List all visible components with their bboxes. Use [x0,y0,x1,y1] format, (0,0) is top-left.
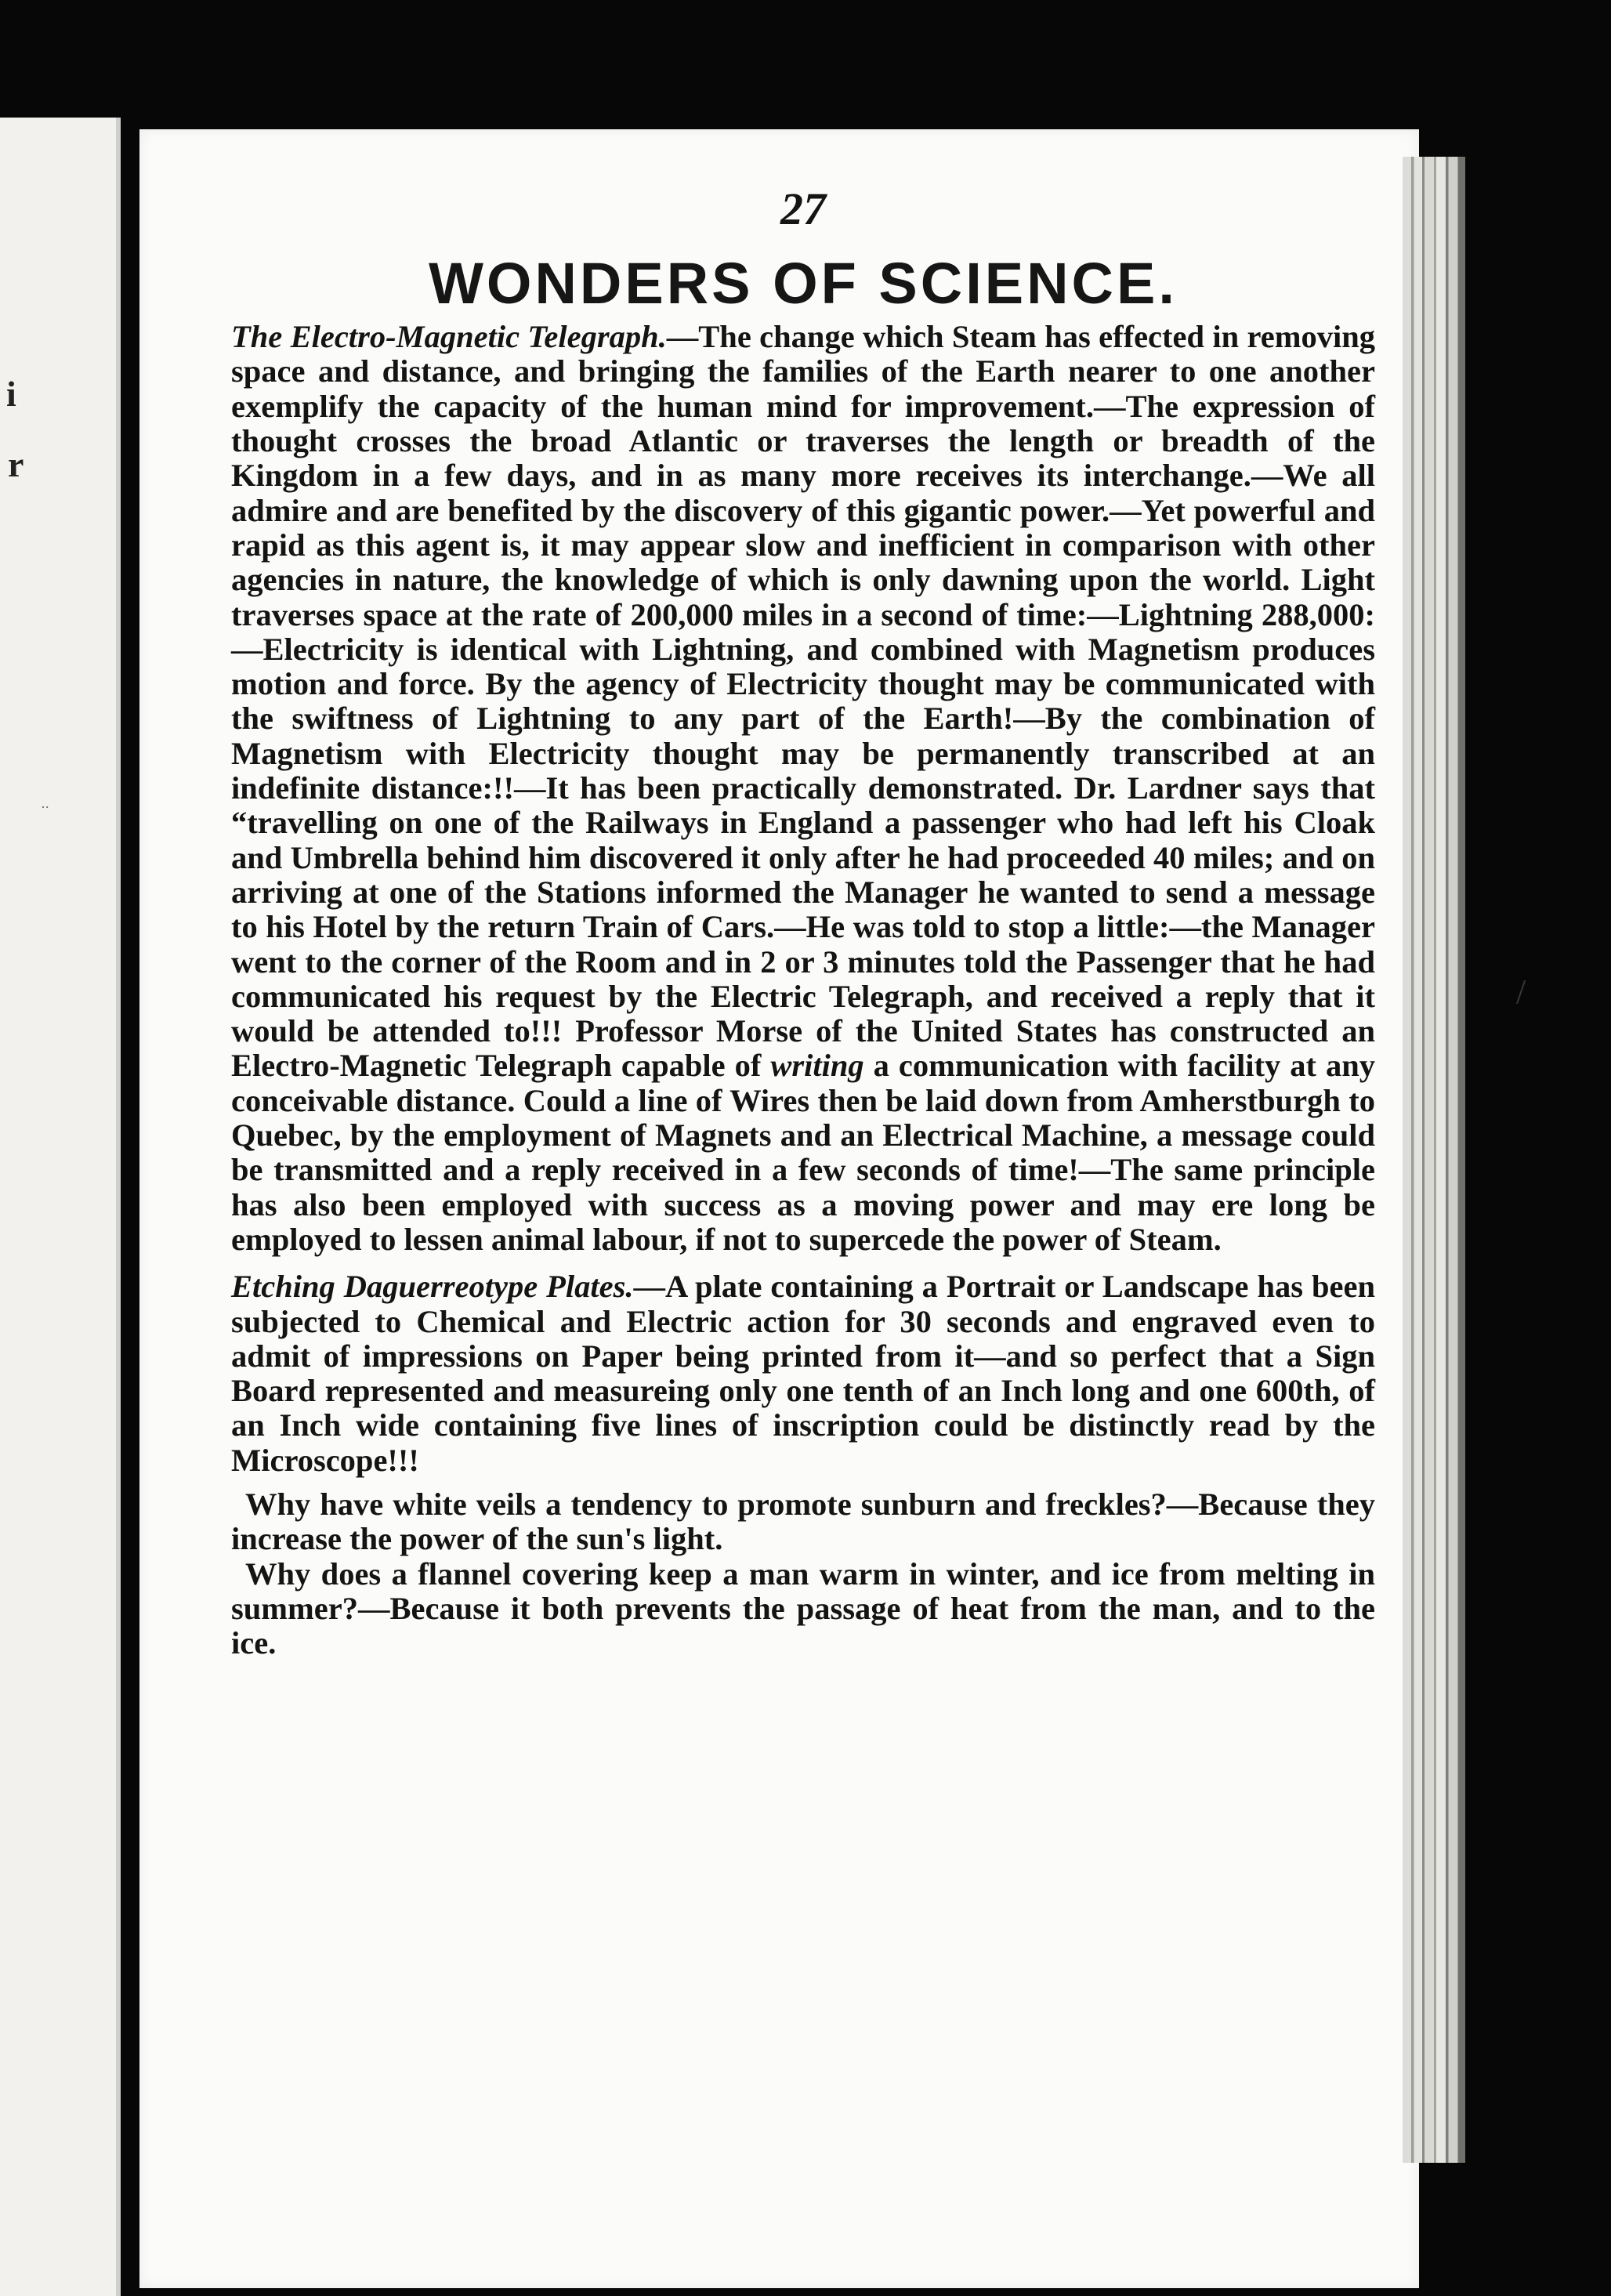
question-flannel: Why does a flannel covering keep a man warm in winter, and ice from melting in summer?—Because it both prevents the passage of heat from the man, and to the ice. [231,1555,1375,1661]
article-telegraph [231,320,1375,1257]
page-heading: WONDERS OF SCIENCE. [429,250,1178,316]
article-emphasis: writing [770,1048,864,1084]
ink-speck: / [1516,972,1526,1011]
left-page-fragment: r [8,444,24,484]
article-daguerreotype [231,1269,1375,1478]
page-number: 27 [780,183,826,234]
page-content [231,184,1375,1660]
ink-speck: ·∙ [41,799,49,815]
article-title: Etching Daguerreotype Plates. [231,1269,634,1305]
article-body: a communication with facility at any conceivable distance. Could a line of Wires then be laid down from Amherstburgh to Quebec, by the employment of Magnets and an Electrical Machine, a message could be transmitted and a reply received in a few seconds of time!—The same principle has also been employed with success as a moving power and may ere long be employed to lessen animal labour, if not to supercede the power of Steam. [231,1048,1376,1257]
article-body: —A plate containing a Portrait or Landscape has been subjected to Chemical and Electric action for 30 seconds and engraved even to admit of impressions on Paper being printed from it—and so perfect that a Sign Board represented and measureing only one tenth of an Inch long and one 600th, of an Inch wide containing five lines of inscription could be distinctly read by the Microscope!!! [231,1269,1375,1478]
question-white-veils: Why have white veils a tendency to promote sunburn and freckles?—Because they increase the power of the sun's light. [231,1486,1375,1557]
article-title: The Electro-Magnetic Telegraph. [231,319,667,355]
left-page-edge [0,118,121,2296]
article-body: —The change which Steam has effected in removing space and distance, and bringing the families of the Earth nearer to one another exemplify the capacity of the human mind for improvement.—The expression of thought crosses the broad Atlantic or traverses the length or breadth of the Kingdom in a few days, and in as many more receives its interchange.—We all admire and are benefited by the discovery of this gigantic power.—Yet powerful and rapid as this agent is, it may appear slow and inefficient in comparison with other agencies in nature, the knowledge of which is only dawning upon the world. Light traverses space at the rate of 200,000 miles in a second of time:—Lightning 288,000:—Electricity is identical with Lightning, and combined with Magnetism produces motion and force. By the agency of Electricity thought may be communicated with the swiftness of Lightning to any part of the Earth!—By the combination of Magnetism with Electricity thought may be permanently transcribed at an indefinite distance:!!—It has been practically demonstrated. Dr. Lardner says that “travelling on one of the Railways in England a passenger who had left his Cloak and Umbrella behind him discovered it only after he had proceeded 40 miles; and on arriving at one of the Stations informed the Manager he wanted to send a message to his Hotel by the return Train of Cars.—He was told to stop a little:—the Manager went to the corner of the Room and in 2 or 3 minutes told the Passenger that he had communicated his request by the Electric Telegraph, and received a reply that it would be attended to!!! Professor Morse of the United States has constructed an Electro-Magnetic Telegraph capable of [231,319,1375,1084]
left-page-fragment: i [6,374,16,414]
page-edges [1403,157,1465,2163]
